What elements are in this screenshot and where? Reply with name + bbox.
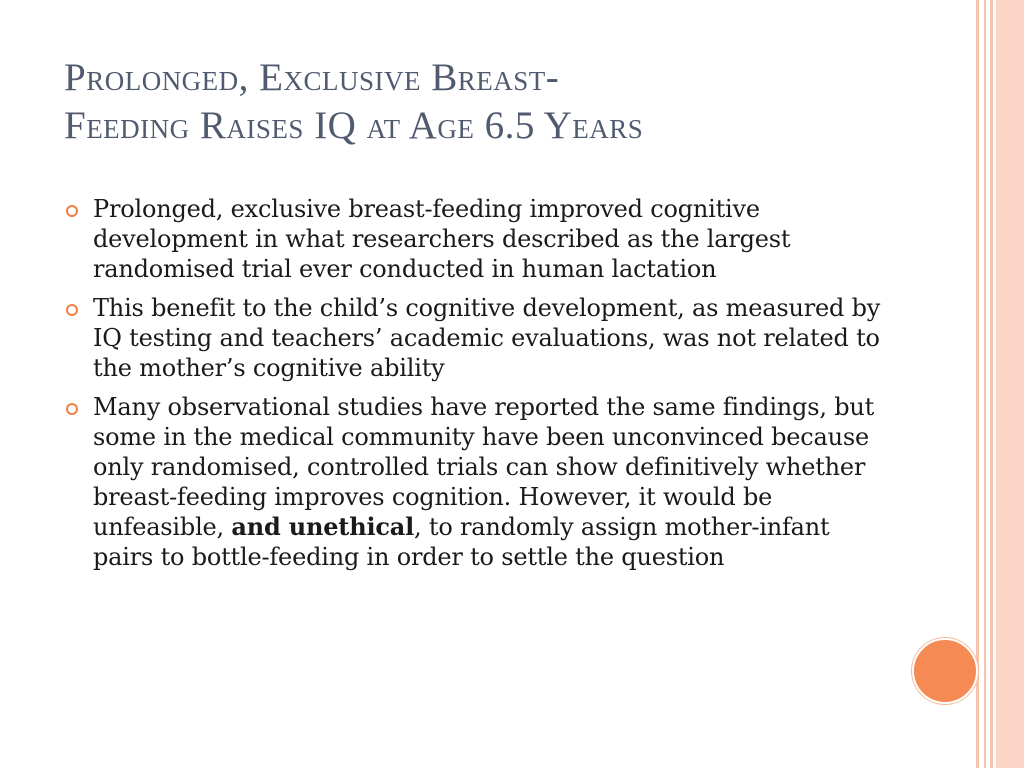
circle-bullet-icon bbox=[66, 403, 78, 415]
slide-title bbox=[64, 54, 924, 150]
bullet-item bbox=[64, 392, 894, 572]
bullet-item bbox=[64, 194, 894, 284]
bullet-text-before: Many observational studies have reported the same findings, but some in the medical community have been unconvinced because only randomised, controlled trials can show definitively whether breast-feeding improves cognition. However, it would be unfeasible, bbox=[93, 393, 875, 541]
bullet-text-after: , to randomly assign mother-infant pairs to bottle-feeding in order to settle the question bbox=[93, 513, 830, 571]
circle-bullet-icon bbox=[66, 205, 78, 217]
bullet-text: Prolonged, exclusive breast-feeding improved cognitive development in what researchers described as the largest randomised trial ever conducted in human lactation bbox=[93, 195, 791, 283]
bullet-item bbox=[64, 293, 894, 383]
bullet-text-bold: and unethical bbox=[231, 512, 415, 541]
stripe-line bbox=[984, 0, 986, 768]
slide-title-line2: Feeding Raises IQ at Age 6.5 Years bbox=[64, 104, 644, 147]
decorative-orange-circle bbox=[912, 638, 978, 704]
bullet-list bbox=[64, 194, 894, 581]
bullet-text: This benefit to the child’s cognitive development, as measured by IQ testing and teachers’ academic evaluations, was not related to the mother’s cognitive ability bbox=[93, 294, 881, 382]
slide-title-line1: Prolonged, Exclusive Breast- bbox=[64, 56, 560, 99]
stripe-band bbox=[996, 0, 1024, 768]
bullet-text bbox=[93, 393, 874, 571]
stripe-line bbox=[990, 0, 993, 768]
circle-bullet-icon bbox=[66, 304, 78, 316]
decorative-side-stripes bbox=[976, 0, 1024, 768]
stripe-line bbox=[976, 0, 979, 768]
